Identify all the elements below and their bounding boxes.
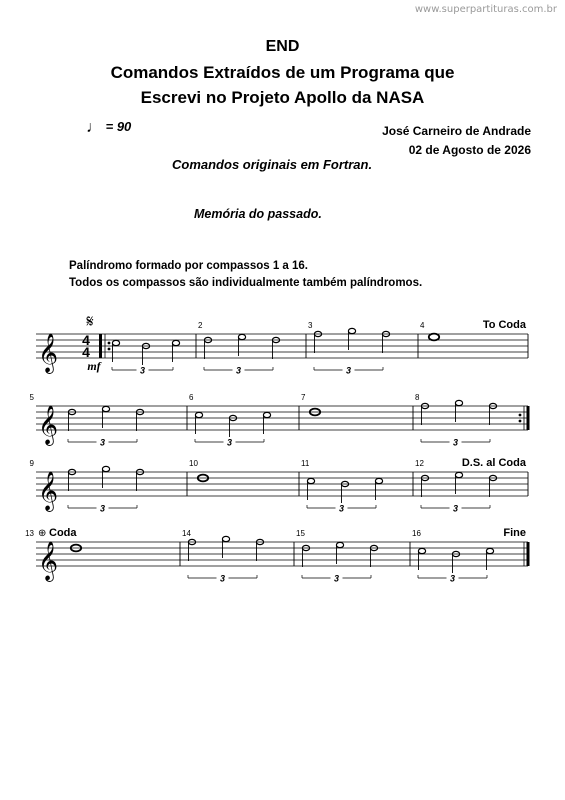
tuplet-number: 3	[226, 437, 233, 448]
tempo-value: = 90	[105, 119, 132, 134]
repeat-end-thick-bar	[527, 406, 530, 430]
measure-number: 14	[182, 529, 191, 538]
half-note	[486, 548, 493, 553]
measure-number: 9	[29, 459, 34, 468]
navigation-label: To Coda	[482, 319, 526, 331]
navigation-label: Fine	[503, 527, 526, 539]
tuplet-number: 3	[99, 437, 106, 448]
composer-name: José Carneiro de Andrade	[382, 124, 531, 138]
half-note	[102, 406, 109, 411]
half-note	[222, 536, 229, 541]
tuplet-number: 3	[452, 437, 459, 448]
whole-note	[429, 334, 439, 341]
half-note	[307, 478, 314, 483]
coda-icon: ⊕	[38, 528, 47, 539]
measure-number: 10	[189, 459, 198, 468]
measure-number: 16	[412, 529, 421, 538]
half-note	[348, 328, 355, 333]
repeat-dot	[519, 414, 522, 417]
measure-number: 7	[301, 393, 306, 402]
segno-icon: 𝄋	[86, 312, 94, 332]
repeat-dot	[519, 420, 522, 423]
time-signature-bottom: 4	[82, 344, 90, 360]
title-line-1: END	[265, 38, 300, 55]
half-note	[102, 466, 109, 471]
repeat-dot	[108, 342, 111, 345]
measure-number: 13	[25, 529, 34, 538]
tuplet-number: 3	[333, 573, 340, 584]
half-note	[172, 340, 179, 345]
half-note	[112, 340, 119, 345]
half-note	[418, 548, 425, 553]
measure-number: 8	[415, 393, 420, 402]
composition-date: 02 de Agosto de 2026	[408, 143, 531, 157]
half-note	[263, 412, 270, 417]
measure-number: 2	[198, 321, 203, 330]
repeat-dot	[108, 348, 111, 351]
tuplet-number: 3	[219, 573, 226, 584]
note-palindrome: Palíndromo formado por compassos 1 a 16.	[69, 260, 309, 272]
half-note	[375, 478, 382, 483]
tuplet-number: 3	[99, 503, 106, 514]
measure-number: 5	[29, 393, 34, 402]
coda-label: Coda	[49, 527, 77, 539]
treble-clef-icon: 𝄞	[38, 541, 59, 581]
measure-number: 6	[189, 393, 194, 402]
watermark: www.superpartituras.com.br	[414, 4, 557, 15]
treble-clef-icon: 𝄞	[38, 405, 59, 445]
half-note	[336, 542, 343, 547]
measure-number: 15	[296, 529, 305, 538]
tuplet-number: 3	[338, 503, 345, 514]
quarter-note-icon: ♩	[86, 119, 102, 136]
tuplet-number: 3	[235, 365, 242, 376]
subtitle-memory: Memória do passado.	[194, 207, 322, 221]
tuplet-number: 3	[449, 573, 456, 584]
tuplet-number: 3	[452, 503, 459, 514]
treble-clef-icon: 𝄞	[38, 471, 59, 511]
final-thick-bar	[527, 542, 530, 566]
tuplet-number: 3	[345, 365, 352, 376]
half-note	[195, 412, 202, 417]
half-note	[455, 400, 462, 405]
measure-number: 3	[308, 321, 313, 330]
subtitle-fortran: Comandos originais em Fortran.	[172, 157, 373, 172]
title-line-3: Escrevi no Projeto Apollo da NASA	[140, 88, 425, 107]
treble-clef-icon: 𝄞	[38, 333, 59, 373]
note-measures: Todos os compassos são individualmente também palíndromos.	[69, 277, 423, 289]
measure-number: 4	[420, 321, 425, 330]
half-note	[455, 472, 462, 477]
measure-number: 12	[415, 459, 424, 468]
dynamic-marking: mf	[87, 359, 101, 373]
navigation-label: D.S. al Coda	[461, 457, 526, 469]
half-note	[238, 334, 245, 339]
measure-number: 11	[301, 459, 310, 468]
time-signature-top: 4	[82, 332, 90, 348]
tuplet-number: 3	[139, 365, 146, 376]
repeat-start-thick-bar	[99, 334, 102, 358]
title-line-2: Comandos Extraídos de um Programa que	[110, 63, 455, 82]
